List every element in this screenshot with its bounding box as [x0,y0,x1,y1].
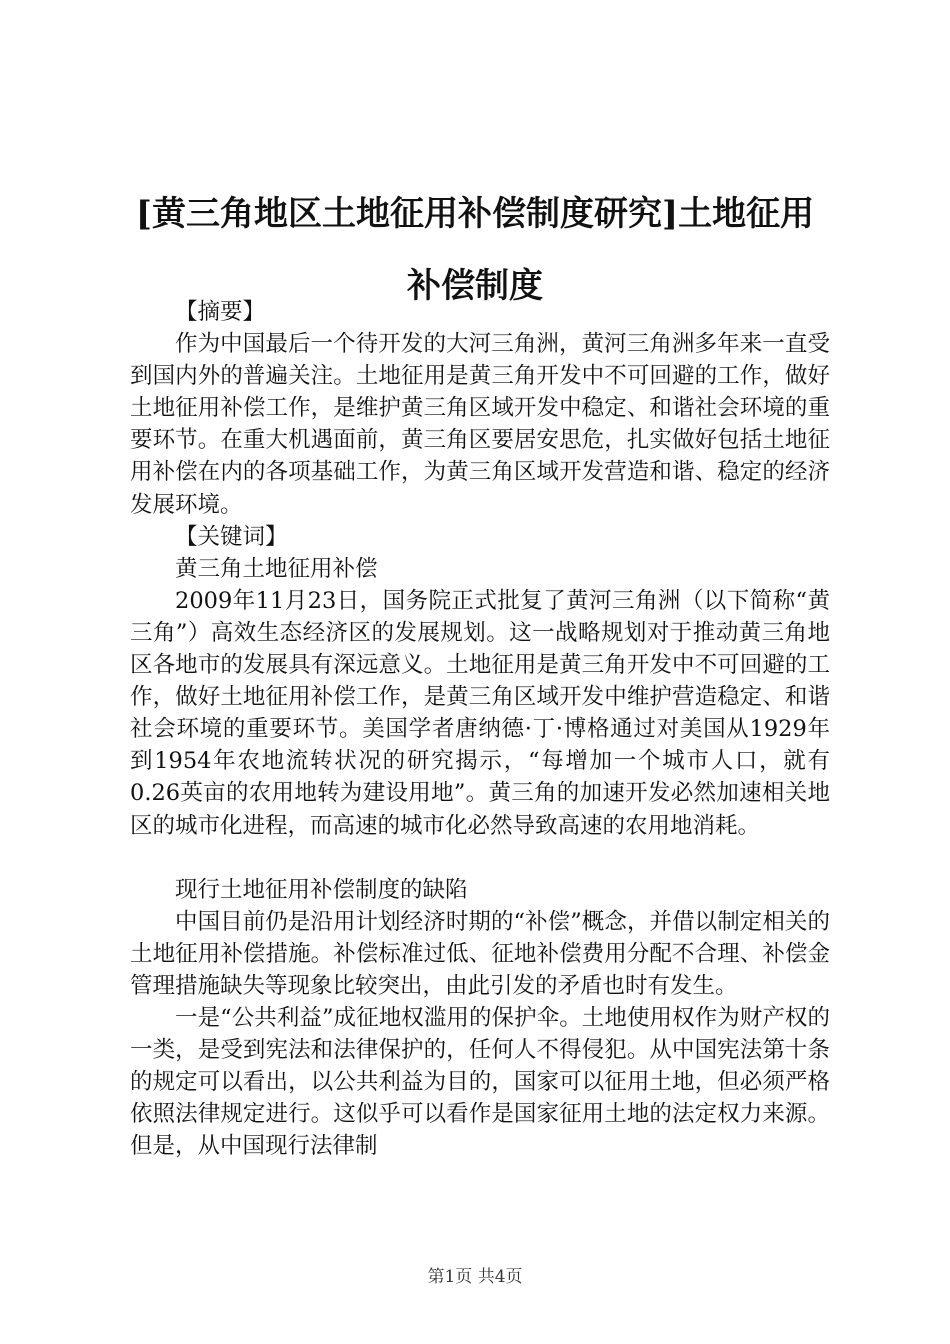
document-body [130,296,830,1162]
paragraph-1: 2009年11月23日，国务院正式批复了黄河三角洲（以下简称“黄三角”）高效生态经济区的发展规划。这一战略规划对于推动黄三角地区各地市的发展具有深远意义。土地征用是黄三角开发中不可回避的工作，做好土地征用补偿工作，是黄三角区域开发中维护营造稳定、和谐社会环境的重要环节。美国学者唐纳德·丁·博格通过对美国从1929年到1954年农地流转状况的研究揭示，“每增加一个城市人口，就有0.26英亩的农用地转为建设用地”。黄三角的加速开发必然加速相关地区的城市化进程，而高速的城市化必然导致高速的农用地消耗。 [130,587,830,839]
paragraph-3: 一是“公共利益”成征地权滥用的保护伞。土地使用权作为财产权的一类，是受到宪法和法律保护的，任何人不得侵犯。从中国宪法第十条的规定可以看出，以公共利益为目的，国家可以征用土地，但必须严格依照法律规定进行。这似乎可以看作是国家征用土地的法定权力来源。但是，从中国现行法律制 [130,1004,830,1160]
keywords-label: 【关键词】 [175,523,288,550]
abstract-text: 作为中国最后一个待开发的大河三角洲，黄河三角洲多年来一直受到国内外的普遍关注。土地征用是黄三角开发中不可回避的工作，做好土地征用补偿工作，是维护黄三角区域开发中稳定、和谐社会环境的重要环节。在重大机遇面前，黄三角区要居安思危，扎实做好包括土地征用补偿在内的各项基础工作，为黄三角区域开发营造和谐、稳定的经济发展环境。 [130,331,830,518]
title-line-1: [黄三角地区土地征用补偿制度研究]土地征用 [135,194,815,234]
title-line-2: 补偿制度 [407,266,543,306]
paragraph-2: 中国目前仍是沿用计划经济时期的“补偿”概念，并借以制定相关的土地征用补偿措施。补偿标准过低、征地补偿费用分配不合理、补偿金管理措施缺失等现象比较突出，由此引发的矛盾也时有发生。 [130,908,830,999]
abstract-label: 【摘要】 [175,299,266,325]
paragraph-gap [130,842,830,874]
section-heading: 现行土地征用补偿制度的缺陷 [175,876,468,903]
keywords-text: 黄三角土地征用补偿 [175,555,378,582]
page-footer: 第1页 共4页 [427,1267,523,1287]
